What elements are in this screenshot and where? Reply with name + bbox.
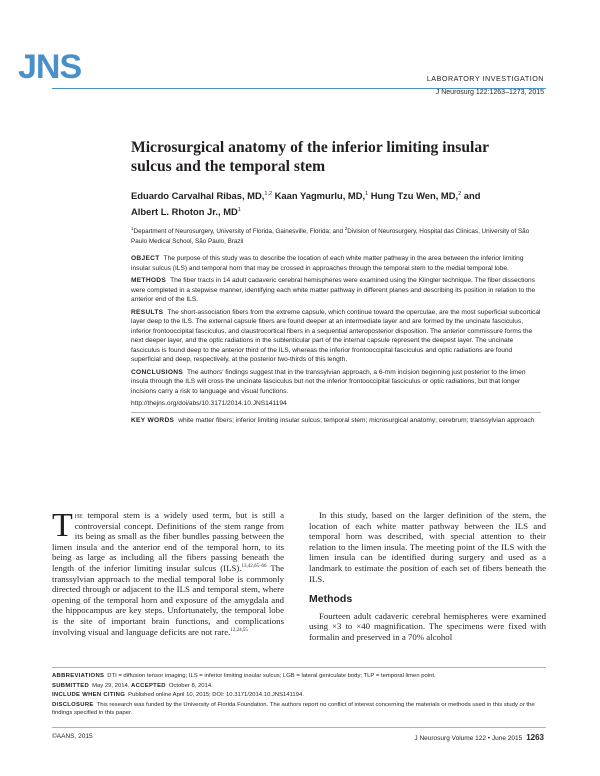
affiliations: $^1$Department of Neurosurgery, University of Florida, Gainesville, Florida; and $^2$Division of Neurosurgery, Hospital das Clínicas, University of São Paulo Medical School, São Paulo, Brazil	[131, 226, 530, 245]
footnote-rule	[52, 667, 546, 668]
journal-logo: JNS	[18, 48, 82, 86]
keywords-rule	[131, 412, 541, 413]
author-list: Eduardo Carvalhal Ribas, MD,$^{1,2}$ Kaan Yagmurlu, MD,$^1$ Hung Tzu Wen, MD,$^2$ and Albert L. Rhoton Jr., $MD^1$	[131, 190, 481, 218]
abstract	[131, 254, 541, 428]
abstract-methods: METHODS The fiber tracts in 14 adult cadaveric cerebral hemispheres were examined using the Klingler technique. The fiber dissections were completed in a stepwise manner, identifying each white matter pathway in different planes and describing its position in relation to the anterior end of the ILS.	[131, 277, 536, 303]
abstract-objective: OBJECT The purpose of this study was to describe the location of each white matter pathway in the area between the inferior limiting insular sulcus (ILS) and temporal horn that may be crossed in approaches through the temporal stem to the medial temporal lobe.	[131, 255, 524, 272]
page-number: 1263	[526, 733, 544, 742]
keywords: KEY WORDS white matter fibers; inferior limiting insular sulcus; temporal stem; microsurgical anatomy; cerebrum; transsylvian approach	[131, 416, 535, 424]
drop-cap: T	[52, 507, 73, 544]
journal-citation: J Neurosurg 122:1263–1273, 2015	[435, 89, 544, 96]
abstract-conclusions: CONCLUSIONS The authors' findings suggest that in the transsylvian approach, a 6-mm incision beginning just posterior to the limen insula through the ILS will cross the uncinate fasciculus but not the inferior frontooccipital fasciculus or optic radiations, but that longer incisions carry a risk to language and visual functions.	[131, 368, 526, 395]
abstract-results: RESULTS The short-association fibers from the extreme capsule, which continue toward the operculae, are the most superficial subcortical layer deep to the ILS. The external capsule fibers are found deeper at an intermediate layer and are formed by the uncinate fasciculus, inferior frontooccipital fasciculus, and claustrocortical fibers in a sequential anteroposterior disposition. The anterior commissure forms the next deeper layer, and the optic radiations in the sublenticular part of the internal capsule represent the deepest layer. The uncinate fasciculus is found deep to the anterior third of the ILS, whereas the inferior frontooccipital fasciculus and optic radiations are found superficial and deep, respectively, at the posterior two-thirds of this length.	[131, 308, 541, 363]
section-label: LABORATORY INVESTIGATION	[426, 74, 544, 83]
footnotes: ABBREVIATIONS DTI = diffusion tensor imaging; ILS = inferior limiting insular sulcus; LGB = lateral geniculate body; TLP = temporal limen point. SUBMITTED May 29, 2014. ACCEPTED October 8, 2014. INCLUDE WHEN CITING Published online April 10, 2015; DOI: 10.3171/2014.10.JNS141194. DISCLOSURE This research was funded by the University of Florida Foundation. The authors report no conflict of interest concerning the materials or methods used in this study or the findings specified in this paper.	[52, 673, 535, 717]
page-footer: J Neurosurg Volume 122 • June 2015 1263	[414, 733, 544, 742]
copyright: ©AANS, 2015	[52, 733, 93, 740]
doi-link[interactable]: http://thejns.org/doi/abs/10.3171/2014.10.JNS141194	[131, 400, 287, 407]
body-column-right: In this study, based on the larger definition of the stem, the location of each white matter pathway between the ILS and temporal horn was described, with special attention to their relation to the limen insula. The meeting point of the ILS with the limen insula can be identified during surgery and used as a landmark to estimate the position of each set of fibers beneath the ILS. Methods Fourteen adult cadaveric cerebral hemispheres were examined using ×3 to ×40 magnification. The specimens were fixed with formalin and preserved in a 70% alcohol	[309, 510, 546, 642]
methods-heading: Methods	[309, 593, 353, 606]
footer-rule	[52, 727, 546, 728]
article-title: Microsurgical anatomy of the inferior limiting insular sulcus and the temporal stem	[131, 139, 489, 175]
body-column-left: The temporal stem is a widely used term, but is still a controversial concept. Definitions of the stem range from its being as small as the fiber bundles passing between the limen insula and the anterior end of the temporal horn, to its being as large as including all the fibers passing beneath the length of the inferior limiting insular sulcus (ILS).$^{13,42,65-66}$ The transsylvian approach to the medial temporal lobe is commonly directed through or adjacent to the ILS and temporal stem, where opening of the temporal horn and exposure of the amygdala and the hippocampus are key steps. Unfortunately, the temporal lobe is the site of important brain functions, and complications involving visual and language deficits are not rare.$^{12,24,55}$	[52, 507, 284, 637]
